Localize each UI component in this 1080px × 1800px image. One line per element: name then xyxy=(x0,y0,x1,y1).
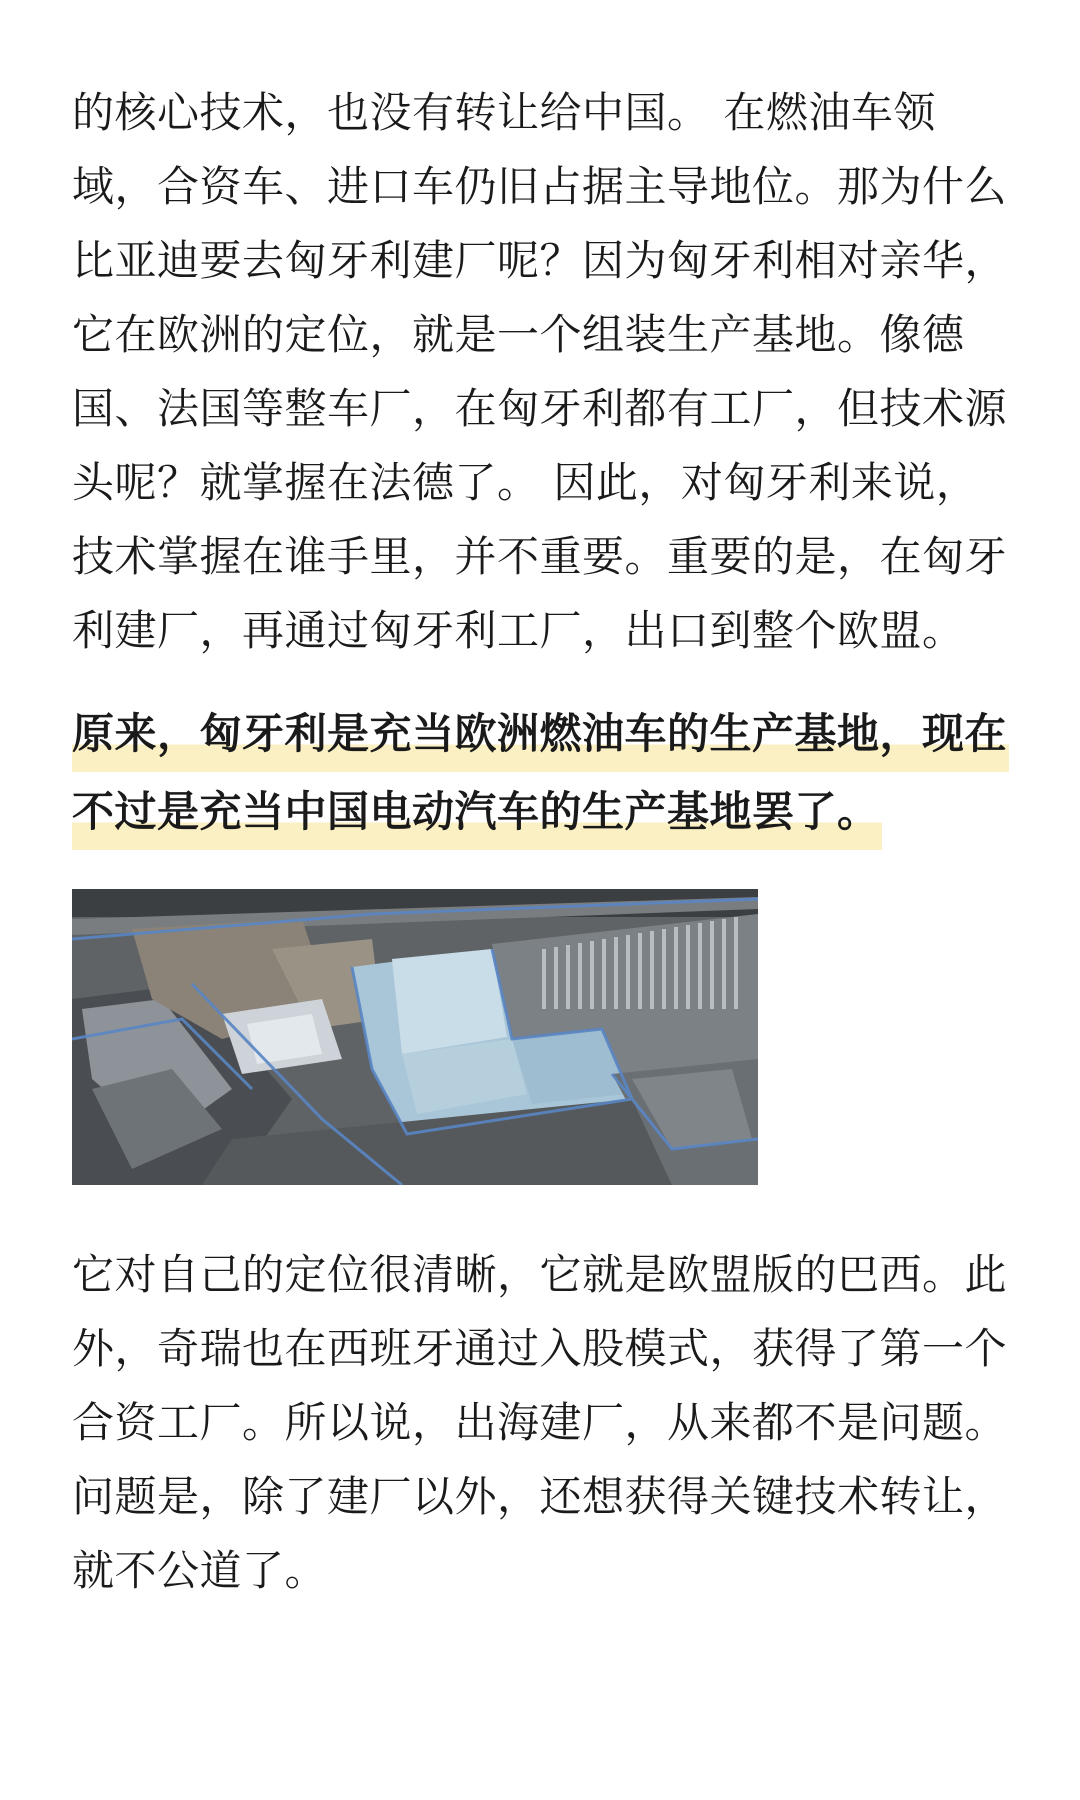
article-paragraph-1: 的核心技术，也没有转让给中国。 在燃油车领域，合资车、进口车仍旧占据主导地位。那为什么比亚迪要去匈牙利建厂呢？因为匈牙利相对亲华，它在欧洲的定位，就是一个组装生产基地。像德国、法国等整车厂，在匈牙利都有工厂，但技术源头呢？就掌握在法德了。 因此，对匈牙利来说，技术掌握在谁手里，并不重要。重要的是，在匈牙利建厂，再通过匈牙利工厂，出口到整个欧盟。 xyxy=(72,88,1008,655)
highlighted-quote xyxy=(72,700,1012,856)
highlighted-quote-line-1: 原来，匈牙利是充当欧洲燃油车的生产基地，现在 xyxy=(72,700,1009,772)
factory-aerial-photo xyxy=(72,889,758,1185)
highlighted-quote-line-2: 不过是充当中国电动汽车的生产基地罢了。 xyxy=(72,778,882,850)
article-paragraph-2: 它对自己的定位很清晰，它就是欧盟版的巴西。此外，奇瑞也在西班牙通过入股模式，获得了第一个合资工厂。所以说，出海建厂，从来都不是问题。问题是，除了建厂以外，还想获得关键技术转让，就不公道了。 xyxy=(72,1250,1008,1595)
